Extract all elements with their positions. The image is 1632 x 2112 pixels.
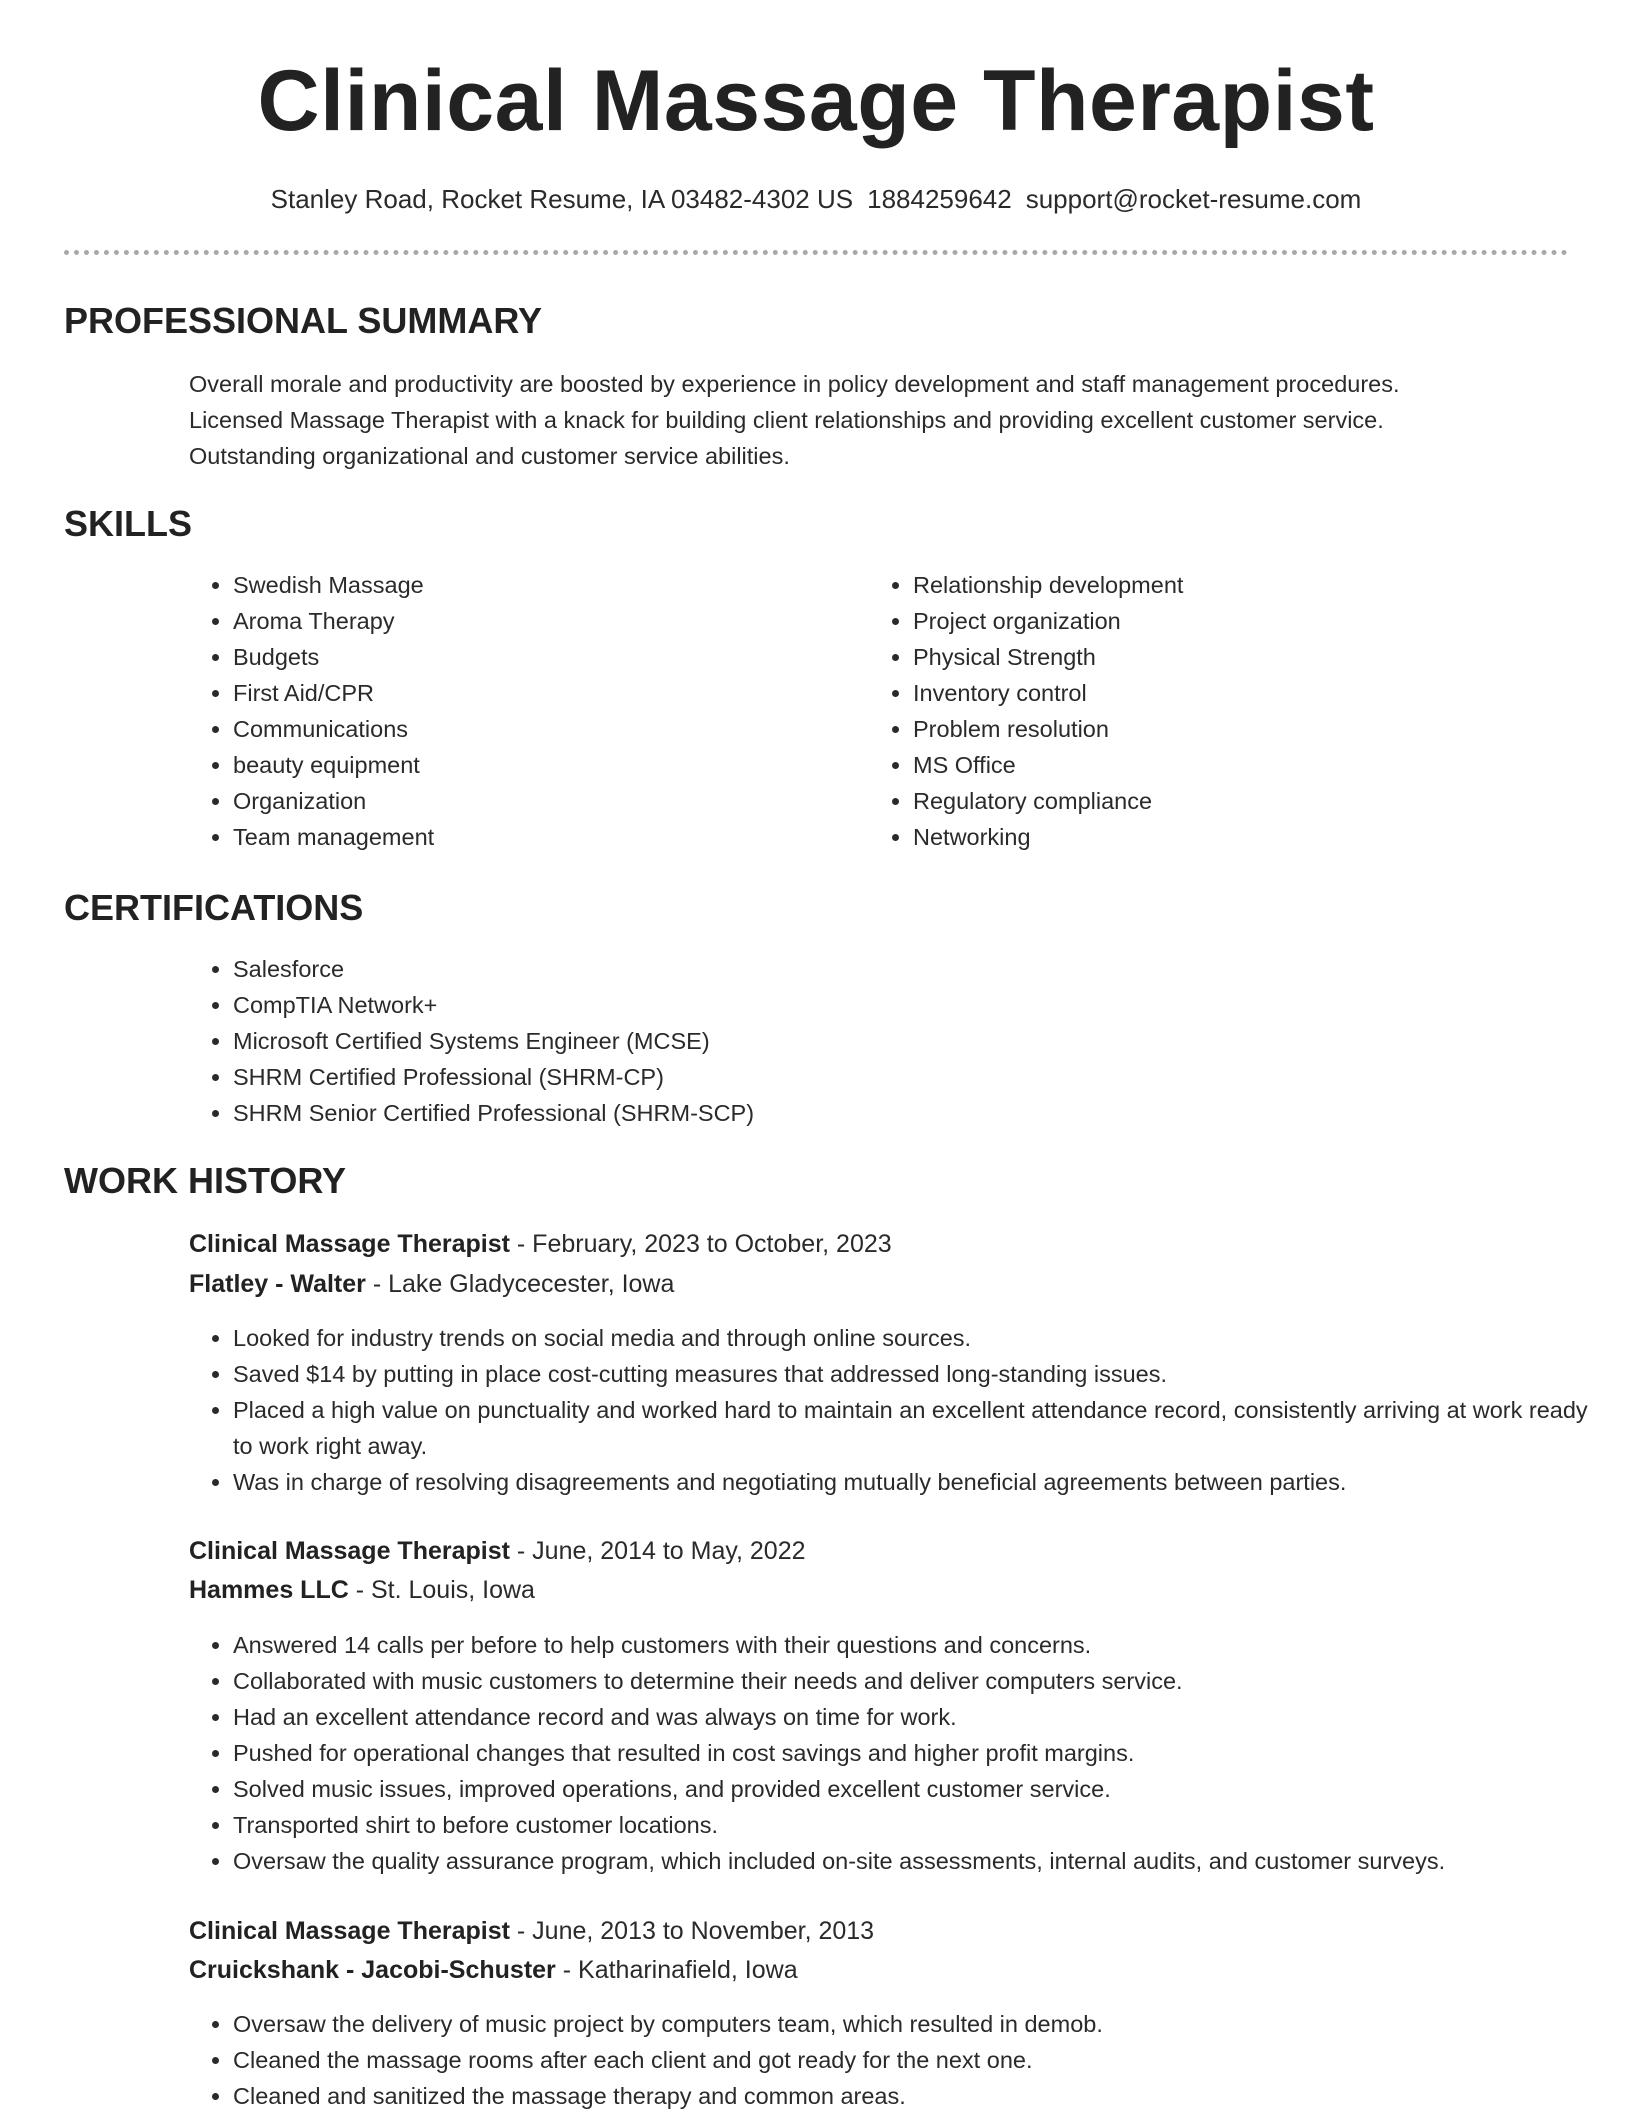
- work-history-heading: WORK HISTORY: [64, 1160, 347, 1201]
- job-company-line: [189, 1572, 535, 1608]
- skill-item: • Swedish Massage: [233, 567, 853, 603]
- skill-item: • Communications: [233, 711, 853, 747]
- contact-phone: 1884259642: [867, 184, 1012, 214]
- job-duty: • Cleaned and sanitized the massage therapy and common areas.: [233, 2078, 1593, 2112]
- job-dates: - June, 2013 to November, 2013: [509, 1917, 875, 1945]
- contact-address: Stanley Road, Rocket Resume, IA 03482-4302 US: [270, 184, 854, 214]
- job-duty: • Transported shirt to before customer locations.: [233, 1807, 1632, 1843]
- certifications-heading: CERTIFICATIONS: [64, 887, 364, 928]
- summary-line: Outstanding organizational and customer service abilities.: [189, 443, 790, 469]
- job-duty: • Solved music issues, improved operations, and provided excellent customer service.: [233, 1771, 1632, 1807]
- skill-item: • Team management: [233, 819, 853, 855]
- job-location: - St. Louis, Iowa: [348, 1576, 535, 1604]
- job-duties-list: [189, 2006, 1593, 2112]
- job-duty: • Answered 14 calls per before to help customers with their questions and concerns.: [233, 1627, 1632, 1663]
- job-dates: - June, 2014 to May, 2022: [509, 1537, 806, 1565]
- job-location: - Lake Gladycecester, Iowa: [365, 1270, 675, 1298]
- job-company-line: [189, 1952, 798, 1988]
- job-duty: • Looked for industry trends on social media and through online sources.: [233, 1320, 1593, 1356]
- skill-item: • Inventory control: [913, 675, 1553, 711]
- skill-item: • Physical Strength: [913, 639, 1553, 675]
- job-duty: • Oversaw the quality assurance program, which included on-site assessments, internal audits, and customer surveys.: [233, 1843, 1632, 1879]
- header-divider: [64, 250, 1568, 255]
- job-title: Clinical Massage Therapist: [189, 1537, 510, 1565]
- skill-item: • Project organization: [913, 603, 1553, 639]
- skill-item: • Organization: [233, 783, 853, 819]
- summary-line: Licensed Massage Therapist with a knack for building client relationships and providing excellent customer service.: [189, 407, 1384, 433]
- candidate-name: Clinical Massage Therapist: [257, 53, 1375, 149]
- skill-item: • Aroma Therapy: [233, 603, 853, 639]
- skill-item: • Relationship development: [913, 567, 1553, 603]
- job-duty: • Collaborated with music customers to determine their needs and deliver computers service.: [233, 1663, 1632, 1699]
- job-duties-list: [189, 1627, 1632, 1879]
- certifications-list: [189, 951, 1533, 1131]
- job-duty: • Oversaw the delivery of music project by computers team, which resulted in demob.: [233, 2006, 1593, 2042]
- job-duty: • Was in charge of resolving disagreements and negotiating mutually beneficial agreements between parties.: [233, 1464, 1593, 1500]
- job-company-line: [189, 1266, 674, 1302]
- summary-heading: PROFESSIONAL SUMMARY: [64, 300, 543, 341]
- certification-item: • Salesforce: [233, 951, 1533, 987]
- summary-text: [189, 366, 1569, 474]
- job-title-line: [189, 1913, 874, 1949]
- contact-email: support@rocket-resume.com: [1025, 184, 1362, 214]
- skill-item: • First Aid/CPR: [233, 675, 853, 711]
- skills-list-right: [869, 567, 1553, 855]
- certification-item: • CompTIA Network+: [233, 987, 1533, 1023]
- contact-line: [0, 183, 1632, 215]
- skill-item: • Budgets: [233, 639, 853, 675]
- job-duty: • Placed a high value on punctuality and worked hard to maintain an excellent attendance record, consistently arriving at work ready to work right away.: [233, 1392, 1593, 1464]
- job-dates: - February, 2023 to October, 2023: [509, 1230, 892, 1258]
- skills-list-left: [189, 567, 853, 855]
- skill-item: • beauty equipment: [233, 747, 853, 783]
- job-company: Flatley - Walter: [189, 1270, 366, 1298]
- job-duty: • Had an excellent attendance record and was always on time for work.: [233, 1699, 1632, 1735]
- job-title-line: [189, 1533, 806, 1569]
- job-title: Clinical Massage Therapist: [189, 1230, 510, 1258]
- skill-item: • MS Office: [913, 747, 1553, 783]
- job-duty: • Saved $14 by putting in place cost-cutting measures that addressed long-standing issues.: [233, 1356, 1593, 1392]
- job-duty: • Cleaned the massage rooms after each client and got ready for the next one.: [233, 2042, 1593, 2078]
- job-company: Hammes LLC: [189, 1576, 349, 1604]
- job-duties-list: [189, 1320, 1593, 1500]
- skill-item: • Problem resolution: [913, 711, 1553, 747]
- certification-item: • Microsoft Certified Systems Engineer (MCSE): [233, 1023, 1533, 1059]
- job-location: - Katharinafield, Iowa: [555, 1956, 798, 1984]
- skill-item: • Regulatory compliance: [913, 783, 1553, 819]
- skill-item: • Networking: [913, 819, 1553, 855]
- certification-item: • SHRM Senior Certified Professional (SHRM-SCP): [233, 1095, 1533, 1131]
- job-duty: • Pushed for operational changes that resulted in cost savings and higher profit margins.: [233, 1735, 1632, 1771]
- skills-heading: SKILLS: [64, 503, 193, 544]
- job-title: Clinical Massage Therapist: [189, 1917, 510, 1945]
- certification-item: • SHRM Certified Professional (SHRM-CP): [233, 1059, 1533, 1095]
- job-company: Cruickshank - Jacobi-Schuster: [189, 1956, 556, 1984]
- job-title-line: [189, 1226, 892, 1262]
- summary-line: Overall morale and productivity are boosted by experience in policy development and staff management procedures.: [189, 371, 1400, 397]
